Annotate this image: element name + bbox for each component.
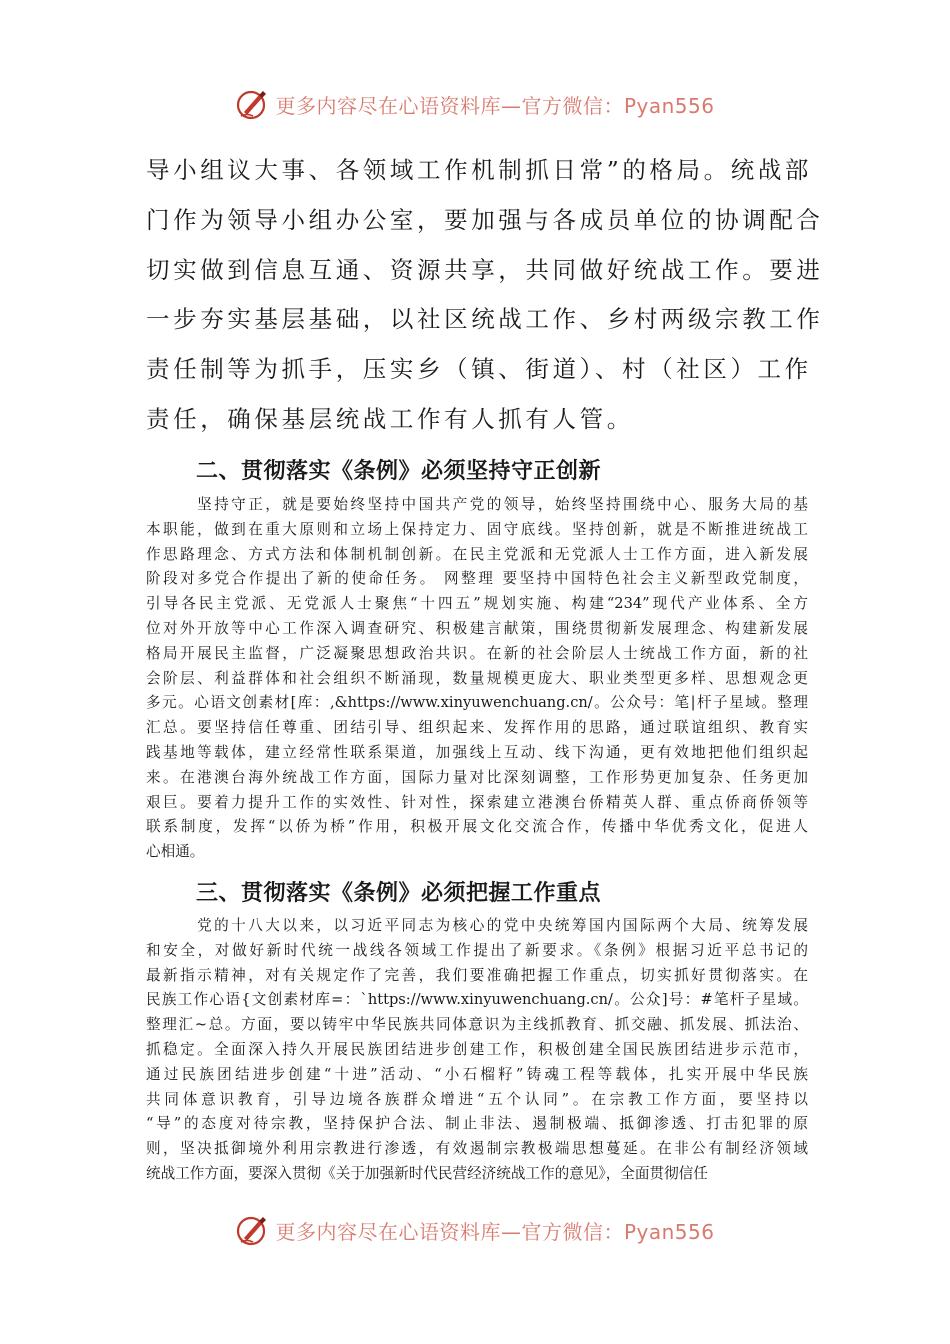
pen-circle-icon — [235, 86, 271, 122]
text-line: 引导各民主党派、无党派人士聚焦“十四五”规划实施、构建“234”现代产业体系、全方 — [146, 595, 808, 613]
text-line: 汇总。要坚持信任尊重、团结引导、组织起来、发挥作用的思路，通过联谊组织、教育实 — [146, 719, 808, 737]
text-line: 和安全，对做好新时代统一战线各领域工作提出了新要求。《条例》根据习近平总书记的 — [146, 941, 808, 959]
text-line: “导”的态度对待宗教，坚持保护合法、制止非法、遏制极端、抵御渗透、打击犯罪的原 — [146, 1115, 808, 1133]
lead-paragraph — [146, 146, 824, 445]
text-line: 责任制等为抓手，压实乡（镇、街道）、村（社区）工作 — [146, 355, 812, 384]
text-line: 坚持守正，就是要始终坚持中国共产党的领导，始终坚持围绕中心、服务大局的基 — [146, 496, 808, 513]
banner-text: 更多内容尽在心语资料库—官方微信：Pyan556 — [275, 93, 715, 118]
text-line: 则，坚决抵御境外利用宗教进行渗透，有效遏制宗教极端思想蔓延。在非公有制经济领域 — [146, 1140, 808, 1158]
text-line: 导小组议大事、各领域工作机制抓日常”的格局。统战部 — [146, 156, 813, 184]
text-line: 心相通。 — [146, 843, 205, 861]
pen-circle-icon — [235, 1212, 271, 1248]
text-line: 统战工作方面，要深入贯彻《关于加强新时代民营经济统战工作的意见》，全面贯彻信任 — [146, 1164, 708, 1182]
text-line: 门作为领导小组办公室，要加强与各成员单位的协调配合 — [146, 205, 824, 234]
text-line: 责任，确保基层统战工作有人抓有人管。 — [146, 404, 634, 433]
text-line: 联系制度，发挥“以侨为桥”作用，积极开展文化交流合作，传播中华优秀文化，促进人 — [146, 818, 808, 836]
text-line: 艰巨。要着力提升工作的实效性、针对性，探索建立港澳台侨精英人群、重点侨商侨领等 — [146, 793, 808, 811]
text-line: 位对外开放等中心工作深入调查研究、积极建言献策，围绕贯彻新发展理念、构建新发展 — [146, 619, 808, 637]
footer-watermark-banner — [0, 1210, 950, 1250]
section-heading-3: 三、贯彻落实《条例》必须把握工作重点 — [196, 881, 602, 906]
text-line: 多元。心语文创素材[库：,&https://www.xinyuwenchuang.cn/。公众号：笔|杆子星域。整理 — [146, 694, 808, 712]
text-line: 本职能，做到在重大原则和立场上保持定力、固守底线。坚持创新，就是不断推进统战工 — [146, 520, 808, 538]
text-line: 通过民族团结进步创建“十进”活动、“小石榴籽”铸魂工程等载体，扎实开展中华民族 — [146, 1065, 808, 1083]
text-line: 来。在港澳台海外统战工作方面，国际力量对比深刻调整，工作形势更加复杂、任务更加 — [146, 768, 808, 786]
section-heading-2: 二、贯彻落实《条例》必须坚持守正创新 — [196, 459, 602, 484]
text-line: 阶段对多党合作提出了新的使命任务。 网整理 要坚持中国特色社会主义新型政党制度， — [146, 570, 808, 588]
text-line: 最新指示精神，对有关规定作了完善，我们要准确把握工作重点，切实抓好贯彻落实。在 — [146, 966, 808, 984]
text-line: 践基地等载体，建立经常性联系渠道，加强线上互动、线下沟通，更有效地把他们组织起 — [146, 743, 808, 761]
text-line: 切实做到信息互通、资源共享，共同做好统战工作。要进 — [146, 255, 824, 284]
text-line: 共同体意识教育，引导边境各族群众增进“五个认同”。在宗教工作方面，要坚持以 — [146, 1090, 808, 1108]
section-2-body — [146, 493, 808, 865]
text-line: 格局开展民主监督，广泛凝聚思想政治共识。在新的社会阶层人士统战工作方面，新的社 — [146, 644, 808, 662]
header-watermark-banner — [0, 84, 950, 124]
section-3-body — [146, 914, 808, 1187]
text-line: 党的十八大以来，以习近平同志为核心的党中央统筹国内国际两个大局、统筹发展 — [146, 917, 808, 934]
text-line: 会阶层、利益群体和社会组织不断涌现，数量规模更庞大、职业类型更多样、思想观念更 — [146, 669, 808, 687]
text-line: 整理汇~总。方面，要以铸牢中华民族共同体意识为主线抓教育、抓交融、抓发展、抓法治、 — [146, 1016, 808, 1034]
text-line: 作思路理念、方式方法和体制机制创新。在民主党派和无党派人士工作方面，进入新发展 — [146, 545, 808, 563]
text-line: 民族工作心语{文创素材库=：`https://www.xinyuwenchuang.cn/。公众]号：#笔杆子星域。 — [146, 991, 808, 1009]
banner-text: 更多内容尽在心语资料库—官方微信：Pyan556 — [275, 1219, 715, 1244]
text-line: 抓稳定。全面深入持久开展民族团结进步创建工作，积极创建全国民族团结进步示范市， — [146, 1040, 808, 1058]
text-line: 一步夯实基层基础，以社区统战工作、乡村两级宗教工作 — [146, 305, 824, 334]
